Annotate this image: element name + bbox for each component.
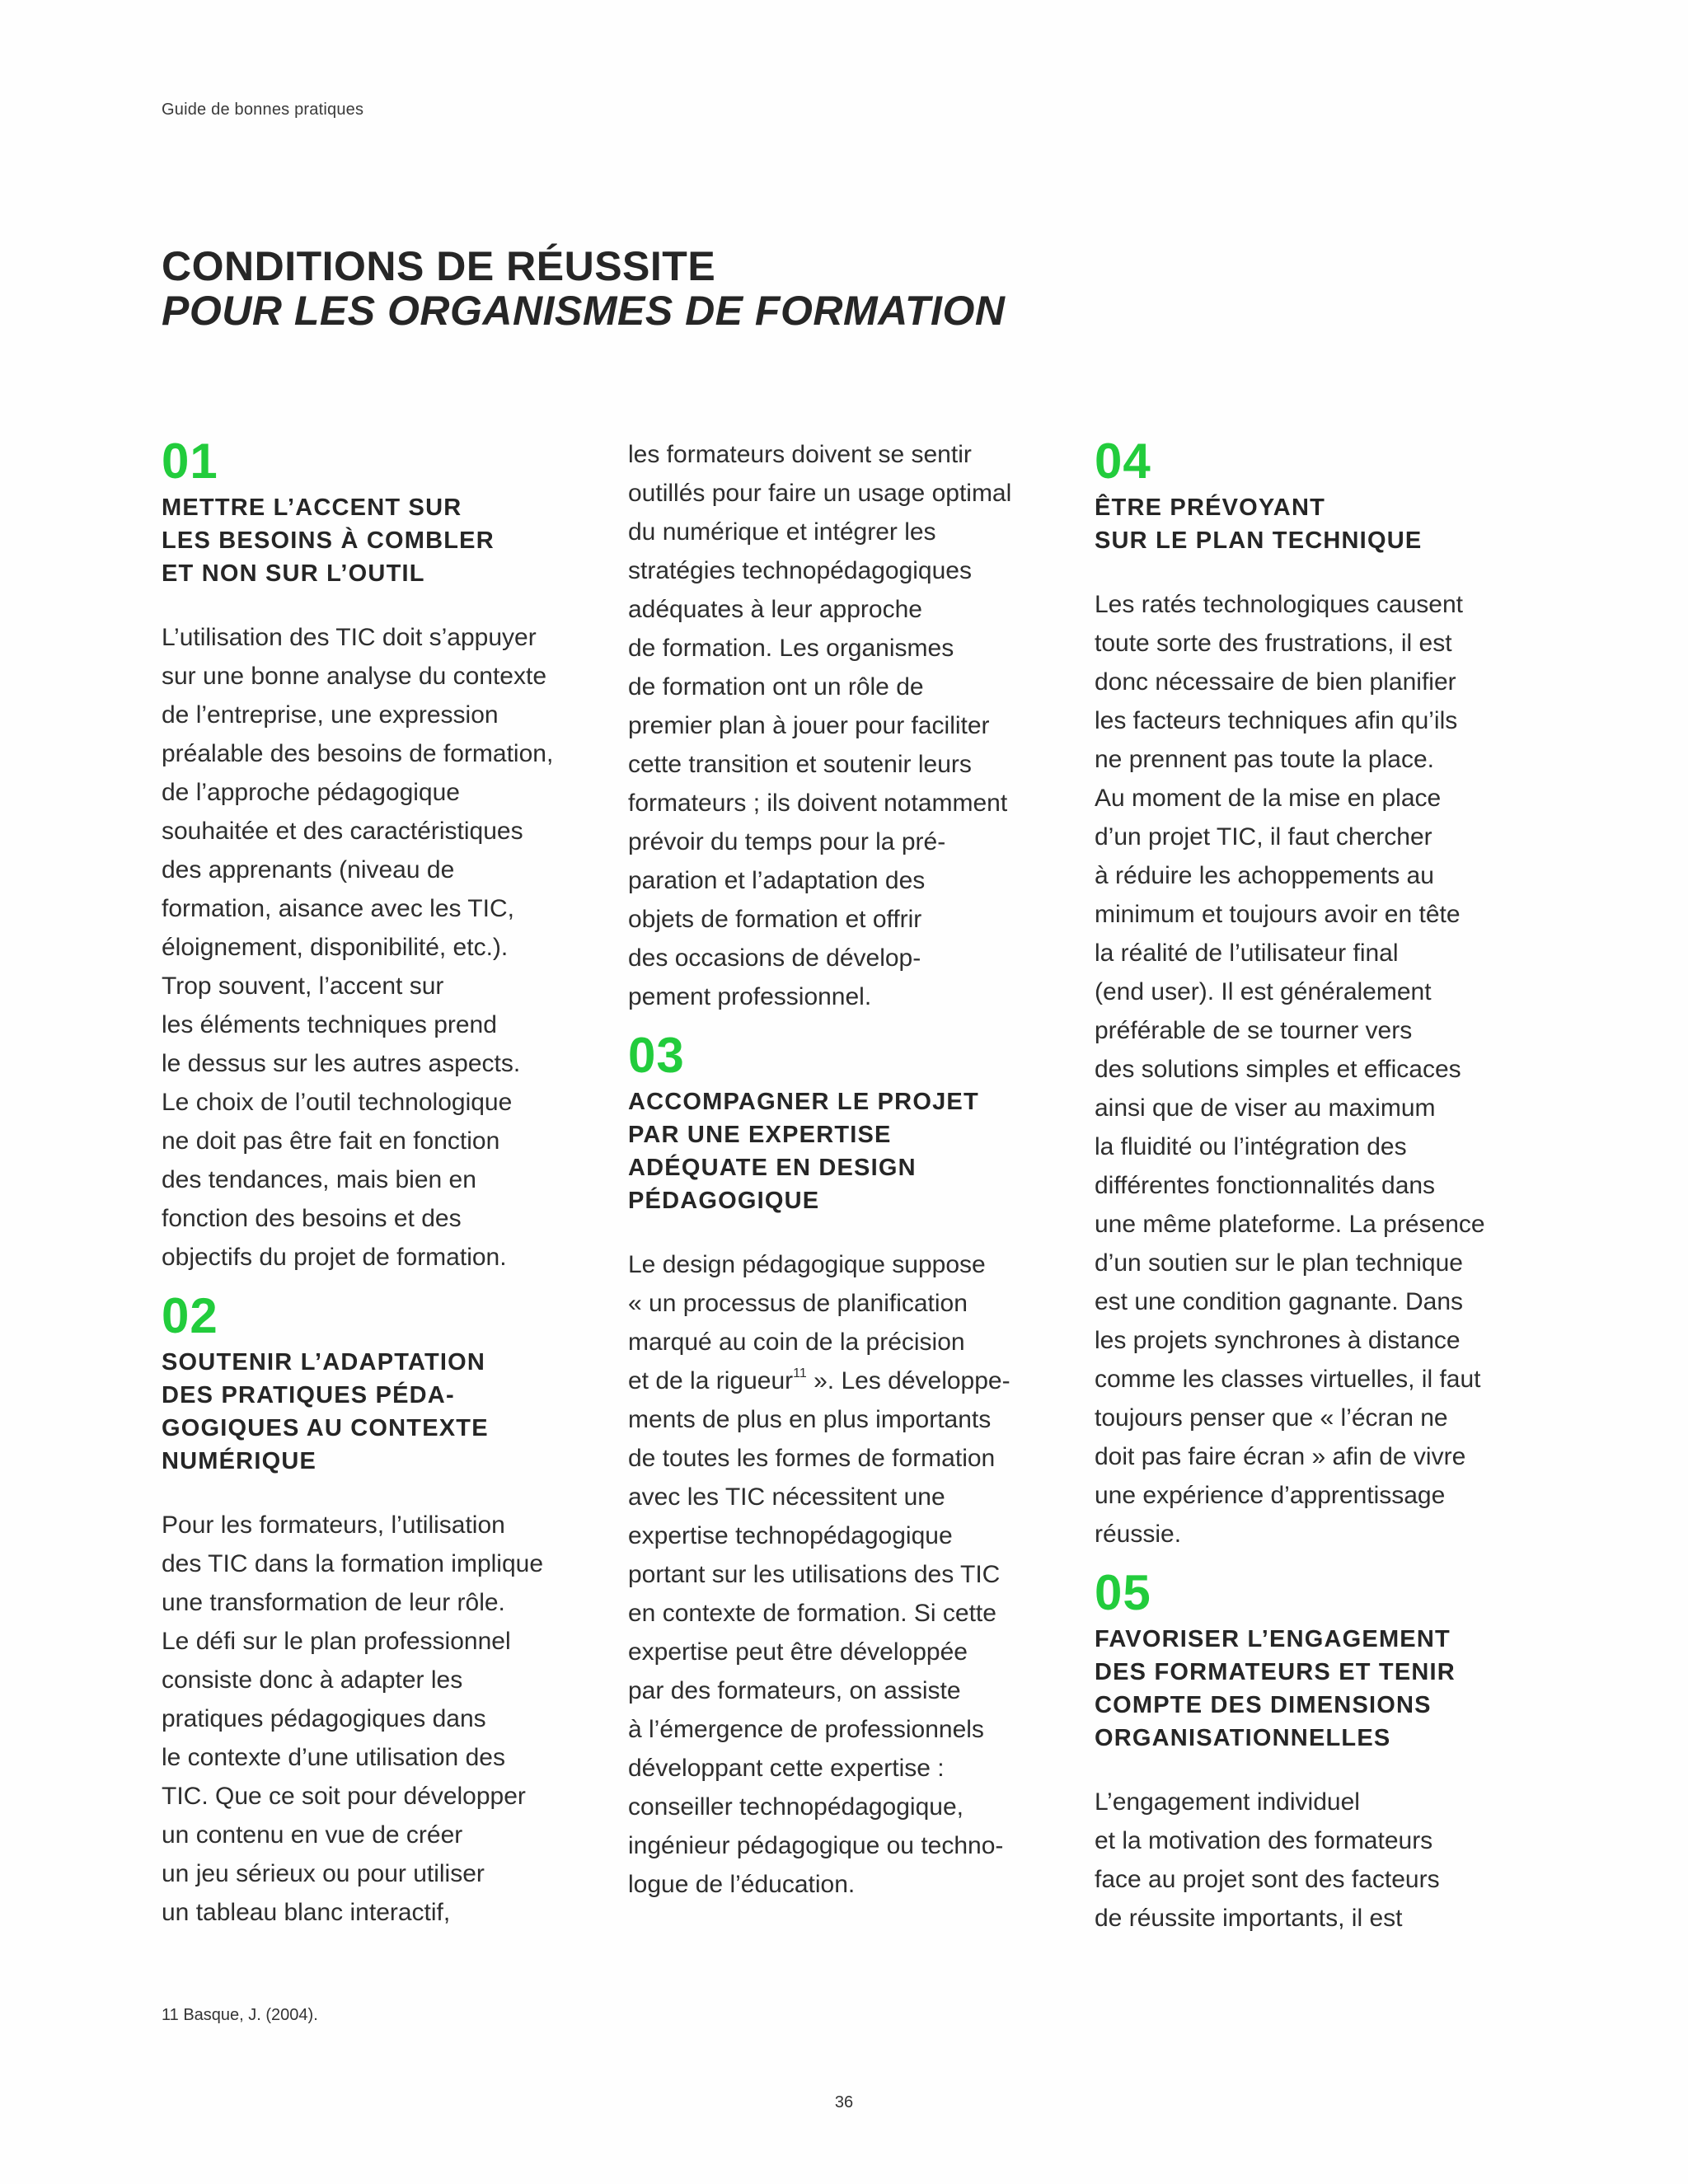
section-number: 03 bbox=[628, 1028, 685, 1083]
section-01 bbox=[162, 434, 598, 1277]
running-head: Guide de bonnes pratiques bbox=[162, 101, 364, 119]
section-heading: SOUTENIR L’ADAPTATION DES PRATIQUES PÉDA- GOGIQUES AU CONTEXTE NUMÉRIQUE bbox=[162, 1349, 489, 1474]
body-text-before-reference: Le design pédagogique suppose « un processus de planification marqué au coin de la précision et de la rigueur bbox=[628, 1251, 986, 1394]
section-number: 01 bbox=[162, 434, 218, 489]
section-heading: ÊTRE PRÉVOYANT SUR LE PLAN TECHNIQUE bbox=[1095, 494, 1423, 554]
section-heading: FAVORISER L’ENGAGEMENT DES FORMATEURS ET TENIR COMPTE DES DIMENSIONS ORGANISATIONNELLES bbox=[1095, 1626, 1456, 1751]
page-title bbox=[162, 244, 1480, 333]
page-title-line-2: POUR LES ORGANISMES DE FORMATION bbox=[162, 288, 1006, 334]
section-04 bbox=[1095, 434, 1531, 1554]
section-body: L’engagement individuel et la motivation des formateurs face au projet sont des facteurs de réussite importants, il est bbox=[1095, 1788, 1440, 1932]
footnote-reference: 11 bbox=[793, 1366, 807, 1380]
section-body bbox=[628, 1245, 1065, 1904]
section-number: 04 bbox=[1095, 434, 1151, 489]
section-heading: ACCOMPAGNER LE PROJET PAR UNE EXPERTISE ADÉQUATE EN DESIGN PÉDAGOGIQUE bbox=[628, 1089, 979, 1214]
section-body: L’utilisation des TIC doit s’appuyer sur une bonne analyse du contexte de l’entreprise, une expression préalable des besoins de formation, de l’approche pédagogique souhaitée et des caractéristiques des apprenants (niveau de formation, aisance avec les TIC, éloignement, disponibilité, etc.). Trop souvent, l’accent sur les éléments techniques prend le dessus sur les autres aspects. Le choix de l’outil technologique ne doit pas être fait en fonction des tendances, mais bien en fonction des besoins et des objectifs du projet de formation. bbox=[162, 624, 554, 1271]
body-text-after-reference: ». Les développe- ments de plus en plus importants de toutes les formes de formation avec les TIC nécessitent une expertise technopédagogique portant sur les utilisations des TIC en contexte de formation. Si cette expertise peut être développée par des formateurs, on assiste à l’émergence de professionnels développant cette expertise : conseiller technopédagogique, ingénieur pédagogique ou techno- logue de l’éducation. bbox=[628, 1367, 1010, 1898]
footnote: 11 Basque, J. (2004). bbox=[162, 2006, 318, 2024]
column-2 bbox=[628, 437, 1065, 1904]
section-number: 02 bbox=[162, 1288, 218, 1343]
section-05 bbox=[1095, 1565, 1531, 1938]
page-title-line-1: CONDITIONS DE RÉUSSITE bbox=[162, 243, 716, 289]
section-number: 05 bbox=[1095, 1565, 1151, 1620]
page-number: 36 bbox=[834, 2093, 854, 2111]
section-02 bbox=[162, 1288, 598, 1932]
section-03 bbox=[628, 1028, 1065, 1904]
column-1 bbox=[162, 434, 598, 1932]
section-body: Pour les formateurs, l’utilisation des TIC dans la formation implique une transformation de leur rôle. Le défi sur le plan professionnel consiste donc à adapter les pratiques pédagogiques dans le contexte d’une utilisation des TIC. Que ce soit pour développer un contenu en vue de créer un jeu sérieux ou pour utiliser un tableau blanc interactif, bbox=[162, 1511, 544, 1926]
section-body: Les ratés technologiques causent toute sorte des frustrations, il est donc nécessaire de bien planifier les facteurs techniques afin qu’ils ne prennent pas toute la place. Au moment de la mise en place d’un projet TIC, il faut chercher à réduire les achoppements au minimum et toujours avoir en tête la réalité de l’utilisateur final (end user). Il est généralement préférable de se tourner vers des solutions simples et efficaces ainsi que de viser au maximum la fluidité ou l’intégration des différentes fonctionnalités dans une même plateforme. La présence d’un soutien sur le plan technique est une condition gagnante. Dans les projets synchrones à distance comme les classes virtuelles, il faut toujours penser que « l’écran ne doit pas faire écran » afin de vivre une expérience d’apprentissage réussie. bbox=[1095, 591, 1485, 1548]
section-02-continuation: les formateurs doivent se sentir outillés pour faire un usage optimal du numérique et intégrer les stratégies technopédagogiques adéquates à leur approche de formation. Les organismes de formation ont un rôle de premier plan à jouer pour faciliter cette transition et soutenir leurs formateurs ; ils doivent notamment prévoir du temps pour la pré- paration et l’adaptation des objets de formation et offrir des occasions de dévelop- pement professionnel. bbox=[628, 441, 1012, 1010]
column-3 bbox=[1095, 434, 1531, 1938]
section-heading: METTRE L’ACCENT SUR LES BESOINS À COMBLER ET NON SUR L’OUTIL bbox=[162, 494, 495, 587]
